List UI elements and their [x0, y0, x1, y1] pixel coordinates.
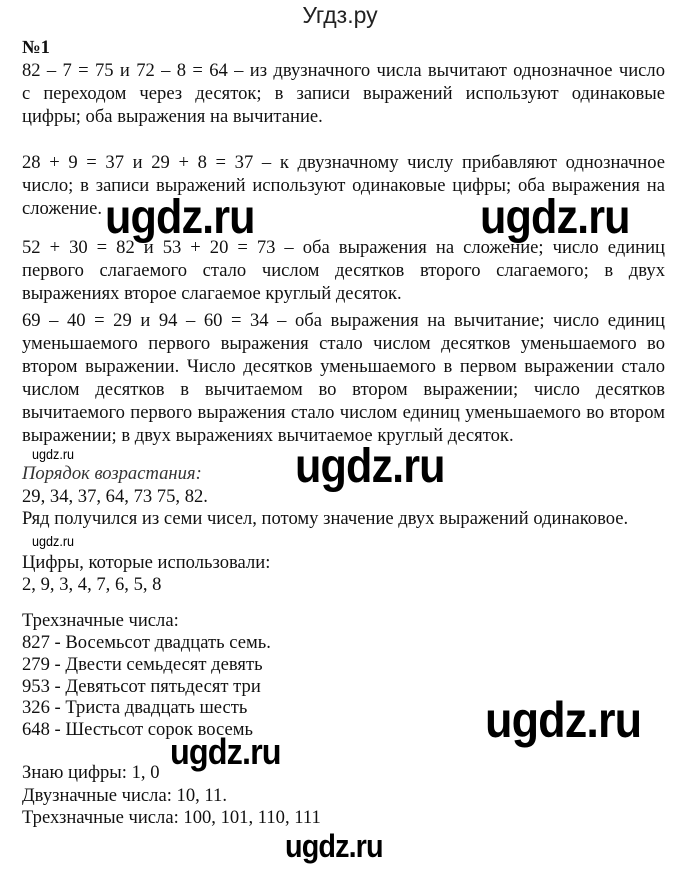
watermark: ugdz.ru	[170, 731, 281, 772]
text-line: 2, 9, 3, 4, 7, 6, 5, 8	[22, 574, 162, 595]
text-line: с переходом через десяток; в записи выражений используют одинаковые	[22, 83, 665, 104]
text-line: вычитаемого первого выражения стало числом единиц уменьшаемого во втором	[22, 402, 665, 423]
site-title: Угдз.ру	[302, 2, 378, 28]
text-line: Трехзначные числа: 100, 101, 110, 111	[22, 807, 321, 828]
text-line: первого слагаемого стало числом десятков второго слагаемого; в двух	[22, 260, 665, 281]
text-line: втором выражении. Число десятков уменьшаемого в первом выражении стало	[22, 356, 665, 377]
text-line: 279 - Двести семьдесят девять	[22, 654, 263, 675]
text-line: числом десятков в вычитаемом во втором выражении; число десятков	[22, 379, 665, 400]
text-line: 648 - Шестьсот сорок восемь	[22, 719, 254, 740]
text-line: Цифры, которые использовали:	[22, 552, 271, 573]
text-line: выражении; в двух выражениях вычитаемое круглый десяток.	[22, 425, 514, 446]
watermark: ugdz.ru	[485, 692, 642, 748]
text-line: выражениях второе слагаемое круглый десяток.	[22, 283, 402, 304]
watermark: ugdz.ru	[480, 191, 630, 244]
text-line: 326 - Триста двадцать шесть	[22, 697, 248, 718]
text-line: уменьшаемого первого выражения стало числом десятков уменьшаемого во	[22, 333, 665, 354]
text-line: Двузначные числа: 10, 11.	[22, 785, 227, 806]
watermark: ugdz.ru	[285, 828, 383, 864]
text-line: 69 – 40 = 29 и 94 – 60 = 34 – оба выражения на вычитание; число единиц	[22, 310, 665, 331]
text-line: Трехзначные числа:	[22, 610, 179, 631]
text-line: Знаю цифры: 1, 0	[22, 762, 160, 783]
text-line: 953 - Девятьсот пятьдесят три	[22, 676, 261, 697]
text-line: 52 + 30 = 82 и 53 + 20 = 73 – оба выражения на сложение; число единиц	[22, 237, 665, 258]
watermark: ugdz.ru	[105, 191, 255, 244]
text-line: 29, 34, 37, 64, 73 75, 82.	[22, 486, 208, 507]
text-line: Ряд получился из семи чисел, потому значение двух выражений одинаковое.	[22, 508, 629, 529]
task-number: №1	[22, 37, 50, 58]
text-line: 827 - Восемьсот двадцать семь.	[22, 632, 271, 653]
text-line: число; в записи выражений используют одинаковые цифры; оба выражения на	[22, 175, 665, 196]
text-line: 28 + 9 = 37 и 29 + 8 = 37 – к двузначному числу прибавляют однозначное	[22, 152, 665, 173]
watermark: ugdz.ru	[295, 440, 445, 493]
text-line: Порядок возрастания:	[22, 463, 202, 484]
watermark: ugdz.ru	[32, 533, 75, 549]
text-line: цифры; оба выражения на вычитание.	[22, 106, 323, 127]
text-line: 82 – 7 = 75 и 72 – 8 = 64 – из двузначного числа вычитают однозначное число	[22, 60, 665, 81]
text-line: сложение.	[22, 198, 103, 219]
watermark: ugdz.ru	[32, 446, 75, 462]
